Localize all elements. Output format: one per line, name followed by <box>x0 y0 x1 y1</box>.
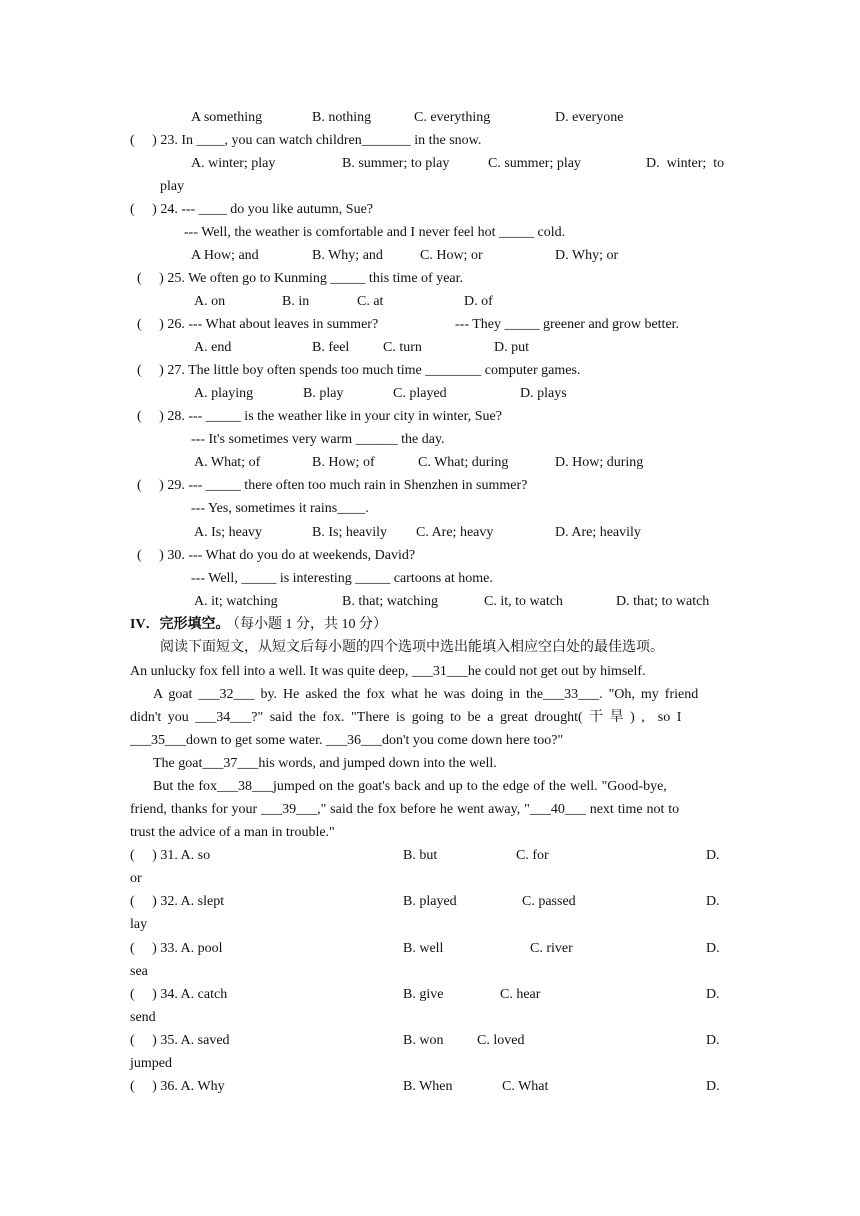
option-b-25: B. in <box>282 294 310 309</box>
option-d-31-wrap: or <box>130 871 142 886</box>
option-d-29: D. Are; heavily <box>555 525 641 540</box>
option-d-28: D. How; during <box>555 455 644 470</box>
option-c-24: C. How; or <box>420 248 483 263</box>
question-27: ( ) 27. The little boy often spends too much time ________ computer games. <box>137 363 581 378</box>
option-b-30: B. that; watching <box>342 594 439 609</box>
question-25: ( ) 25. We often go to Kunming _____ this time of year. <box>137 271 464 286</box>
option-b-26: B. feel <box>312 340 350 355</box>
option-b-34: B. give <box>403 987 444 1002</box>
option-c-33: C. river <box>530 941 573 956</box>
option-b-31: B. but <box>403 848 438 863</box>
option-a-24: A How; and <box>191 248 259 263</box>
option-c-29: C. Are; heavy <box>416 525 494 540</box>
option-d-31: D. <box>706 848 720 863</box>
question-32: ( ) 32. A. slept <box>130 894 225 909</box>
option-a-30: A. it; watching <box>194 594 278 609</box>
option-b-29: B. Is; heavily <box>312 525 388 540</box>
option-a-22: A something <box>191 110 263 125</box>
option-d-36: D. <box>706 1079 720 1094</box>
option-d-32-wrap: lay <box>130 917 148 932</box>
option-c-27: C. played <box>393 386 447 401</box>
option-c-35: C. loved <box>477 1033 525 1048</box>
option-d-34: D. <box>706 987 720 1002</box>
question-36: ( ) 36. A. Why <box>130 1079 225 1094</box>
option-d-34-wrap: send <box>130 1010 156 1025</box>
option-b-36: B. When <box>403 1079 453 1094</box>
option-b-28: B. How; of <box>312 455 375 470</box>
question-26-reply: --- They _____ greener and grow better. <box>455 317 680 332</box>
question-24: ( ) 24. --- ____ do you like autumn, Sue? <box>130 202 374 217</box>
question-30-reply: --- Well, _____ is interesting _____ cartoons at home. <box>191 571 493 586</box>
passage-line: trust the advice of a man in trouble." <box>130 825 335 840</box>
question-35: ( ) 35. A. saved <box>130 1033 230 1048</box>
option-c-28: C. What; during <box>418 455 509 470</box>
question-31: ( ) 31. A. so <box>130 848 211 863</box>
option-d-30: D. that; to watch <box>616 594 710 609</box>
option-d-26: D. put <box>494 340 529 355</box>
passage-line: ___35___down to get some water. ___36___don't you come down here too?" <box>130 733 564 748</box>
option-a-23: A. winter; play <box>191 156 276 171</box>
option-c-31: C. for <box>516 848 549 863</box>
question-28-reply: --- It's sometimes very warm ______ the day. <box>191 432 445 447</box>
passage-line: didn't you ___34___?" said the fox. "There is going to be a great drought( 干 旱 ) , so I <box>130 710 682 725</box>
section-scoring: （每小题 1 分，共 10 分） <box>226 617 387 632</box>
option-d-35-wrap: jumped <box>130 1056 172 1071</box>
option-b-32: B. played <box>403 894 457 909</box>
passage-line: But the fox___38___jumped on the goat's back and up to the edge of the well. "Good-bye, <box>153 779 667 794</box>
option-d-35: D. <box>706 1033 720 1048</box>
section-heading: IV．完形填空。 <box>130 617 230 632</box>
question-30: ( ) 30. --- What do you do at weekends, David? <box>137 548 416 563</box>
option-a-29: A. Is; heavy <box>194 525 263 540</box>
option-d-24: D. Why; or <box>555 248 619 263</box>
passage-line: An unlucky fox fell into a well. It was quite deep, ___31___he could not get out by himself. <box>130 664 646 679</box>
option-c-22: C. everything <box>414 110 491 125</box>
section-instructions: 阅读下面短文，从短文后每小题的四个选项中选出能填入相应空白处的最佳选项。 <box>160 640 664 655</box>
option-c-36: C. What <box>502 1079 549 1094</box>
question-34: ( ) 34. A. catch <box>130 987 228 1002</box>
option-d-22: D. everyone <box>555 110 624 125</box>
passage-line: A goat ___32___ by. He asked the fox what he was doing in the___33___. "Oh, my friend <box>153 687 699 702</box>
option-b-22: B. nothing <box>312 110 372 125</box>
option-d-27: D. plays <box>520 386 567 401</box>
question-29-reply: --- Yes, sometimes it rains____. <box>191 501 369 516</box>
option-c-26: C. turn <box>383 340 422 355</box>
option-b-24: B. Why; and <box>312 248 383 263</box>
option-a-25: A. on <box>194 294 226 309</box>
option-c-34: C. hear <box>500 987 541 1002</box>
passage-line: The goat___37___his words, and jumped down into the well. <box>153 756 497 771</box>
option-d-33-wrap: sea <box>130 964 148 979</box>
question-33: ( ) 33. A. pool <box>130 941 223 956</box>
option-d-33: D. <box>706 941 720 956</box>
option-b-23: B. summer; to play <box>342 156 450 171</box>
option-a-28: A. What; of <box>194 455 261 470</box>
option-c-23: C. summer; play <box>488 156 581 171</box>
option-d-23-wrap: play <box>160 179 185 194</box>
option-d-32: D. <box>706 894 720 909</box>
option-b-33: B. well <box>403 941 444 956</box>
option-d-23: D. winter; to <box>646 156 725 171</box>
option-c-30: C. it, to watch <box>484 594 563 609</box>
option-c-32: C. passed <box>522 894 576 909</box>
question-23: ( ) 23. In ____, you can watch children_______ in the snow. <box>130 133 482 148</box>
option-b-35: B. won <box>403 1033 444 1048</box>
option-a-26: A. end <box>194 340 232 355</box>
question-26: ( ) 26. --- What about leaves in summer? <box>137 317 379 332</box>
option-b-27: B. play <box>303 386 344 401</box>
option-c-25: C. at <box>357 294 384 309</box>
option-d-25: D. of <box>464 294 493 309</box>
passage-line: friend, thanks for your ___39___," said the fox before he went away, "___40___ next time not to <box>130 802 680 817</box>
question-28: ( ) 28. --- _____ is the weather like in your city in winter, Sue? <box>137 409 502 424</box>
option-a-27: A. playing <box>194 386 254 401</box>
question-24-reply: --- Well, the weather is comfortable and I never feel hot _____ cold. <box>184 225 566 240</box>
question-29: ( ) 29. --- _____ there often too much rain in Shenzhen in summer? <box>137 478 528 493</box>
